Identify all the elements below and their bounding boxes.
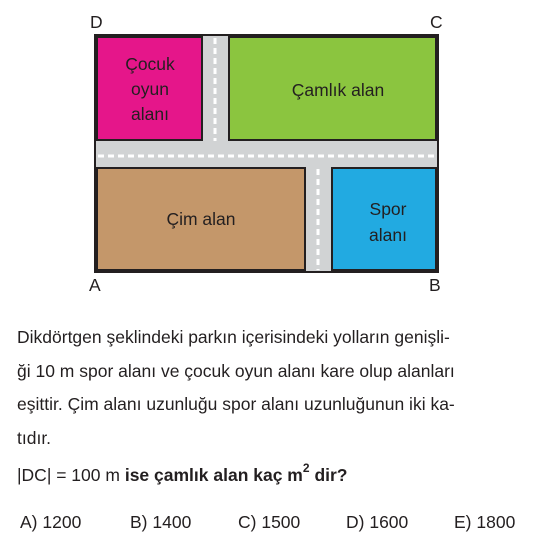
question-paragraph <box>17 321 537 455</box>
camlik-label: Çamlık alan <box>291 80 385 100</box>
spor-label-2: alanı <box>369 225 407 245</box>
cocuk-label-1: Çocuk <box>125 54 175 74</box>
option-c[interactable] <box>238 512 300 533</box>
cim-label: Çim alan <box>166 209 236 229</box>
option-value: 1800 <box>476 512 516 532</box>
option-letter: D) <box>346 512 365 532</box>
corner-b: B <box>429 275 441 295</box>
option-value: 1600 <box>369 512 409 532</box>
corner-d: D <box>90 12 103 32</box>
ask-text: ise çamlık alan kaç m <box>124 464 303 485</box>
spor-area <box>332 168 436 270</box>
option-letter: B) <box>130 512 148 532</box>
question-line: Dikdörtgen şeklindeki parkın içerisindeki yolların genişli- <box>17 327 450 347</box>
spor-label-1: Spor <box>369 199 407 219</box>
option-letter: A) <box>20 512 38 532</box>
option-d[interactable] <box>346 512 408 533</box>
corner-a: A <box>89 275 101 295</box>
cocuk-label-2: oyun <box>131 79 169 99</box>
option-value: 1500 <box>261 512 301 532</box>
question-line: eşittir. Çim alanı uzunluğu spor alanı uzunluğunun iki ka- <box>17 394 455 414</box>
option-letter: C) <box>238 512 257 532</box>
question-line: tıdır. <box>17 427 52 448</box>
option-value: 1400 <box>152 512 192 532</box>
option-value: 1200 <box>42 512 82 532</box>
question-line: ği 10 m spor alanı ve çocuk oyun alanı kare olup alanları <box>17 360 455 381</box>
ask-end: dir? <box>314 464 348 485</box>
option-e[interactable] <box>454 512 515 533</box>
option-letter: E) <box>454 512 472 532</box>
option-a[interactable] <box>20 512 81 533</box>
option-b[interactable] <box>130 512 191 533</box>
given-value: |DC| = 100 m <box>17 464 120 485</box>
corner-c: C <box>430 12 443 32</box>
cocuk-label-3: alanı <box>131 104 169 124</box>
ask-superscript: 2 <box>302 461 310 475</box>
question-ask <box>17 463 348 486</box>
